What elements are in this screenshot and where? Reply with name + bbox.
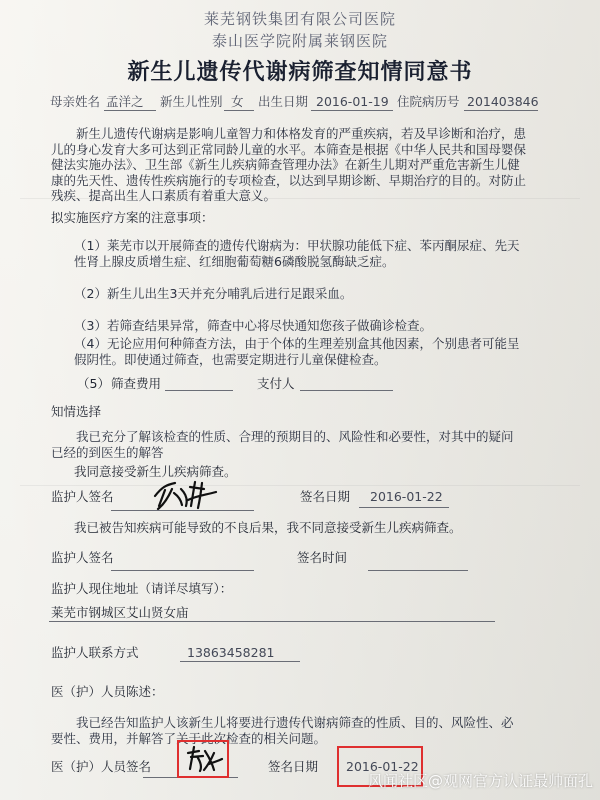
mother-name-label: 母亲姓名 bbox=[50, 94, 101, 109]
mother-name-value: 孟洋之 bbox=[106, 94, 144, 109]
guardian-signature-line bbox=[111, 510, 254, 511]
guardian-phone-label: 监护人联系方式 bbox=[51, 645, 139, 660]
note-item-1: （1）莱芜市以开展筛查的遗传代谢病为：甲状腺功能低下症、苯丙酮尿症、先天性肾上腺皮质增生症、红细胞葡萄糖6磷酸脱氢酶缺乏症。 bbox=[74, 238, 520, 269]
hospital-name-line2: 泰山医学院附属莱钢医院 bbox=[211, 32, 388, 50]
document-title: 新生儿遗传代谢病筛查知情同意书 bbox=[127, 60, 473, 85]
guardian-phone-line bbox=[180, 661, 300, 662]
baby-gender-value: 女 bbox=[231, 94, 244, 109]
birth-date-underline bbox=[311, 110, 393, 111]
understanding-statement: 我已充分了解该检查的性质、合理的预期目的、风险性和必要性，对其中的疑问已经的到医生的解答 bbox=[51, 429, 514, 460]
note-item-4: （4）无论应用何种筛查方法，由于个体的生理差别盒其他因素，个别患者可能呈假阴性。即使通过筛查，也需要定期进行儿童保健检查。 bbox=[74, 336, 520, 367]
agree-statement: 我同意接受新生儿疾病筛查。 bbox=[74, 464, 237, 479]
sign-date-label: 签名日期 bbox=[300, 489, 351, 504]
guardian-phone-value: 13863458281 bbox=[187, 645, 275, 660]
record-number-label: 住院病历号 bbox=[397, 94, 460, 109]
sign-time-label: 签名时间 bbox=[297, 550, 348, 565]
record-number-underline bbox=[464, 110, 538, 111]
payer-label: 支付人 bbox=[257, 376, 295, 391]
guardian-address-label: 监护人现住地址（请详尽填写）： bbox=[51, 581, 233, 596]
intro-paragraph: 新生儿遗传代谢病是影响儿童智力和体格发育的严重疾病，若及早诊断和治疗，患儿的身心发育大多可达到正常同龄儿童的水平。本筛查是根据《中华人民共和国母婴保健法实施办法》、卫生部《新生儿疾病筛查管理办法》在新生儿期对严重危害新生儿健康的先天性、遗传性疾病施行的专项检查，以达到早期诊断、早期治疗的目的。对防止残疾、提高出生人口素质有着重大意义。 bbox=[51, 126, 527, 203]
guardian-address-line bbox=[49, 621, 495, 622]
informed-choice-heading: 知情选择 bbox=[51, 404, 102, 419]
guardian-signature-label: 监护人签名 bbox=[51, 489, 114, 504]
record-number-value: 201403846 bbox=[467, 94, 539, 109]
note-item-3: （3）若筛查结果异常，筛查中心将尽快通知您孩子做确诊检查。 bbox=[74, 318, 432, 333]
staff-sign-date-value: 2016-01-22 bbox=[346, 759, 419, 774]
refusal-statement: 我已被告知疾病可能导致的不良后果，我不同意接受新生儿疾病筛查。 bbox=[74, 520, 462, 535]
screening-fee-blank bbox=[165, 390, 233, 391]
screening-fee-label: 筛查费用 bbox=[111, 376, 162, 391]
birth-date-label: 出生日期 bbox=[258, 94, 309, 109]
staff-statement-label: 医（护）人员陈述： bbox=[51, 684, 164, 699]
staff-signature-label: 医（护）人员签名 bbox=[51, 759, 152, 774]
guardian-signature-line-2 bbox=[111, 570, 254, 571]
staff-statement-text: 我已经告知监护人该新生儿将要进行遗传代谢病筛查的性质、目的、风险性、必要性、费用，并解答了关于此次检查的相关问题。 bbox=[51, 715, 514, 746]
sign-time-line bbox=[368, 570, 468, 571]
guardian-address-value: 莱芜市钢城区艾山贤女庙 bbox=[51, 605, 189, 620]
payer-blank bbox=[300, 390, 393, 391]
baby-gender-label: 新生儿性别 bbox=[160, 94, 223, 109]
sign-date-line bbox=[359, 507, 449, 508]
sign-date-value: 2016-01-22 bbox=[370, 489, 443, 504]
birth-date-value: 2016-01-19 bbox=[316, 94, 389, 109]
paper-fold-line bbox=[20, 485, 580, 486]
mother-name-underline bbox=[104, 110, 156, 111]
note-item-2: （2）新生儿出生3天并充分哺乳后进行足跟采血。 bbox=[74, 286, 353, 301]
guardian-signature-label-2: 监护人签名 bbox=[51, 550, 114, 565]
staff-sign-date-label: 签名日期 bbox=[268, 759, 319, 774]
hospital-name-line1: 莱芜钢铁集团有限公司医院 bbox=[203, 10, 396, 28]
source-watermark: 风闻社区@观网官方认证最帅面孔 bbox=[368, 772, 594, 790]
baby-gender-underline bbox=[224, 110, 254, 111]
staff-signature bbox=[183, 744, 225, 774]
notes-heading: 拟实施医疗方案的注意事项： bbox=[51, 210, 214, 225]
guardian-signature bbox=[148, 475, 220, 513]
note-item-5-label: （5） bbox=[77, 376, 110, 391]
